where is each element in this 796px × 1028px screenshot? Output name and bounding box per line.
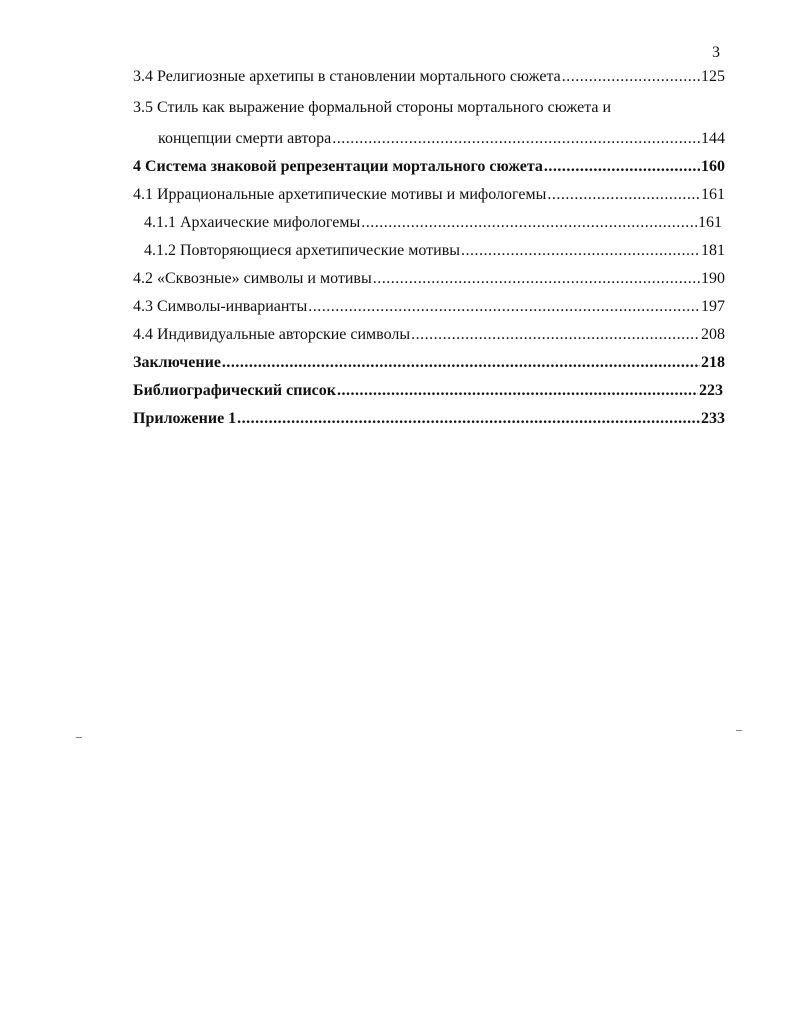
- toc-entry-page: 181: [701, 242, 725, 259]
- toc-entry-page: 223: [699, 382, 723, 399]
- dot-leader: [461, 241, 700, 261]
- toc-entry-page: 161: [701, 186, 725, 203]
- toc-entry-title: 4.1 Иррациональные архетипические мотивы и мифологемы: [133, 186, 547, 203]
- toc-entry-page: 190: [701, 270, 725, 287]
- toc-entry-4-1: [133, 185, 725, 205]
- toc-entry-page: 218: [701, 354, 725, 371]
- toc-entry-title: Заключение: [133, 354, 221, 371]
- dot-leader: [544, 157, 700, 177]
- toc-entry-4-3: [133, 297, 725, 317]
- dot-leader: [332, 129, 700, 149]
- toc-entry-page: 125: [701, 68, 725, 85]
- toc-entry-4-1-2: [144, 241, 725, 261]
- toc-entry-appendix-1: [133, 409, 725, 429]
- toc-entry-title: 4.3 Символы-инварианты: [133, 298, 308, 315]
- toc-entry-title: 4 Система знаковой репрезентации мортального сюжета: [133, 158, 543, 175]
- dot-leader: [411, 325, 700, 345]
- dot-leader: [547, 185, 700, 205]
- page-number: 3: [712, 44, 720, 61]
- dot-leader: [562, 67, 700, 87]
- toc-entry-4-1-1: [144, 213, 722, 233]
- toc-entry-title: 4.1.2 Повторяющиеся архетипические мотивы: [144, 242, 460, 259]
- toc-entry-4: [133, 157, 725, 177]
- toc-entry-title: 4.2 «Сквозные» символы и мотивы: [133, 270, 372, 287]
- toc-entry-page: 144: [701, 130, 725, 147]
- scan-speck: [736, 730, 742, 731]
- dot-leader: [337, 381, 698, 401]
- toc-entry-title: 4.4 Индивидуальные авторские символы: [133, 326, 411, 343]
- dot-leader: [308, 297, 700, 317]
- dot-leader: [361, 213, 697, 233]
- toc-entry-page: 197: [701, 298, 725, 315]
- toc-entry-title: 4.1.1 Архаические мифологемы: [144, 214, 361, 231]
- toc-entry-3-4: [133, 67, 725, 87]
- toc-entry-4-4: [133, 325, 725, 345]
- toc-entry-title: Библиографический список: [133, 382, 336, 399]
- dot-leader: [222, 353, 700, 373]
- toc-entry-page: 160: [701, 158, 725, 175]
- toc-entry-3-5-line1: 3.5 Стиль как выражение формальной стороны мортального сюжета и: [133, 99, 612, 116]
- dot-leader: [237, 409, 700, 429]
- toc-entry-title: концепции смерти автора: [158, 130, 332, 147]
- toc-entry-page: 233: [701, 410, 725, 427]
- scan-speck: [76, 737, 82, 738]
- toc-entry-page: 208: [701, 326, 725, 343]
- toc-entry-conclusion: [133, 353, 725, 373]
- dot-leader: [373, 269, 700, 289]
- toc-entry-page: 161: [698, 214, 722, 231]
- toc-entry-4-2: [133, 269, 725, 289]
- toc-entry-3-5: [158, 129, 725, 149]
- toc-entry-title: 3.4 Религиозные архетипы в становлении мортального сюжета: [133, 68, 561, 85]
- toc-entry-bibliography: [133, 381, 723, 401]
- toc-entry-title: Приложение 1: [133, 410, 237, 427]
